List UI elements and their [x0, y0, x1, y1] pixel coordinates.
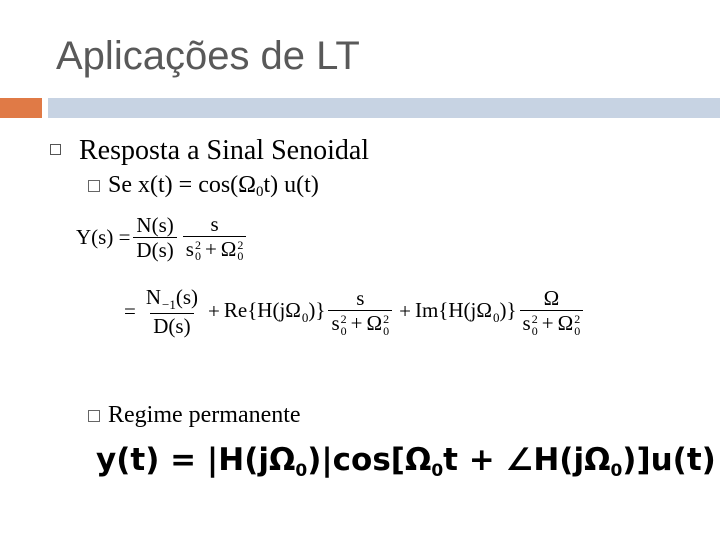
square-bullet-icon [88, 410, 100, 422]
header-bar [48, 98, 720, 118]
imag-part-term: $Im\{H(j\Omega_0)\}$ [414, 297, 517, 325]
fraction-s-over-sum: s s 2 0 + Ω 2 0 [328, 286, 392, 337]
fraction-n-over-d: $\frac{N(s)}{D(s)}$ [133, 213, 176, 262]
square-bullet-icon [88, 180, 100, 192]
bullet-level2-input: Se $x(t) = \cos(\Omega_0t)$ u(t) [88, 172, 319, 201]
fraction-omega-over-sum: Ω s 2 0 + Ω 2 0 [520, 286, 584, 337]
fraction-s-over-sum: s s 2 0 + Ω 2 0 [183, 212, 247, 263]
fraction-n-1-over-d: $\frac{N_{-1}(s)}{D(s)}$ [145, 285, 199, 338]
bullet-level2-steady-state: Regime permanente [88, 402, 301, 429]
equation-ys: Y(s) = $\frac{N(s)}{D(s)}$ s s 2 0 + Ω 2 0 [76, 212, 249, 263]
slide-title: Aplicações de LT [56, 34, 360, 78]
real-part-term: $Re\{H(j\Omega_0)\}$ [223, 297, 326, 325]
accent-bar [0, 98, 42, 118]
bullet-level1: Resposta a Sinal Senoidal [50, 135, 369, 167]
equation-expansion: = $\frac{N_{-1}(s)}{D(s)}$ + $Re\{H(j\Omega_0)\}$ s s 2 0 + Ω 2 0 + $Im\{H(j\Omega_0)\}$ Ω s 2 0 + Ω 2 0 [120, 285, 586, 338]
square-bullet-icon [50, 144, 61, 155]
steady-state-equation: y(t) = |H(jΩ0)|cos[Ω0t + ∠H(jΩ0)]u(t) [96, 442, 716, 481]
